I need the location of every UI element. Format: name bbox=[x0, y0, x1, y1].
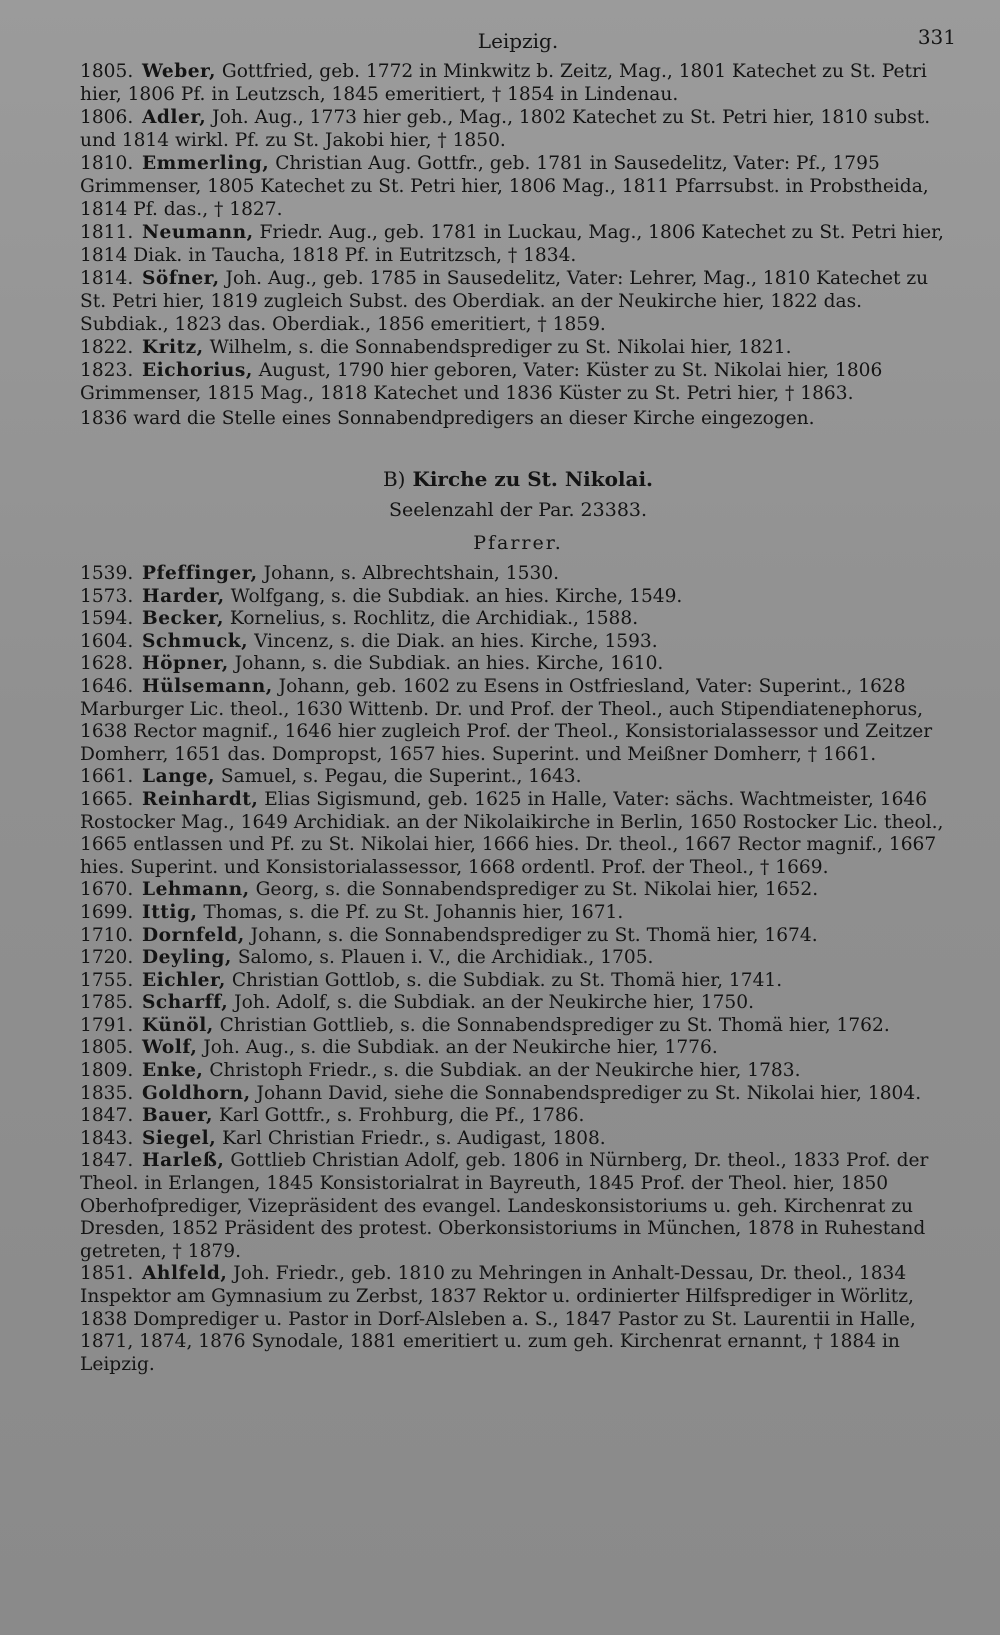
entry-name: Eichler, bbox=[142, 969, 226, 991]
entry-text: Wolfgang, s. die Subdiak. an hies. Kirche, 1549. bbox=[230, 585, 683, 607]
entry-name: Neumann, bbox=[142, 222, 254, 243]
parish-souls-count: Seelenzahl der Par. 23383. bbox=[388, 499, 648, 521]
entry-text: Thomas, s. die Pf. zu St. Johannis hier, 1671. bbox=[203, 901, 624, 923]
entry bbox=[80, 1150, 956, 1263]
entry bbox=[80, 676, 956, 766]
entry-year: 1573. bbox=[80, 585, 134, 607]
entry bbox=[80, 608, 956, 631]
entry bbox=[80, 1015, 956, 1038]
entry-year: 1628. bbox=[80, 653, 134, 675]
entry bbox=[80, 106, 956, 152]
entry-text: Wilhelm, s. die Sonnabendsprediger zu St. Nikolai hier, 1821. bbox=[209, 337, 792, 358]
entry-year: 1791. bbox=[80, 1014, 134, 1036]
closing-note: 1836 ward die Stelle eines Sonnabendpredigers an dieser Kirche eingezogen. bbox=[80, 408, 815, 429]
entry-year: 1806. bbox=[80, 107, 134, 128]
entry bbox=[80, 631, 956, 654]
entry-name: Wolf, bbox=[142, 1037, 198, 1059]
page-number: 331 bbox=[917, 25, 956, 49]
entry-year: 1785. bbox=[80, 992, 134, 1014]
entry-year: 1823. bbox=[80, 360, 134, 381]
entry-text: Salomo, s. Plauen i. V., die Archidiak., 1705. bbox=[237, 947, 654, 969]
entry-text: Johann, s. die Sonnabendsprediger zu St. Thomä hier, 1674. bbox=[250, 924, 818, 946]
entry-text: Johann, s. Albrechtshain, 1530. bbox=[263, 563, 560, 584]
entry-name: Söfner, bbox=[142, 268, 220, 289]
entry-text: Joh. Aug., s. die Subdiak. an der Neukirche hier, 1776. bbox=[203, 1037, 718, 1059]
entry bbox=[80, 1060, 956, 1083]
entry-year: 1843. bbox=[80, 1127, 134, 1149]
entry bbox=[80, 992, 956, 1015]
entry-year: 1710. bbox=[80, 924, 134, 946]
entry bbox=[80, 359, 956, 405]
entry-text: Joh. Aug., 1773 hier geb., Mag., 1802 Katechet zu St. Petri hier, 1810 subst. und 1814 wirkl. Pf. zu St. Jakobi hier, † 1850. bbox=[80, 107, 931, 151]
entry-year: 1646. bbox=[80, 675, 134, 697]
entry bbox=[80, 1263, 956, 1376]
entry-text: Karl Christian Friedr., s. Audigast, 1808. bbox=[222, 1127, 606, 1149]
entry-year: 1847. bbox=[80, 1150, 134, 1172]
entry bbox=[80, 563, 956, 586]
entry-year: 1810. bbox=[80, 153, 134, 174]
entry-text: Christoph Friedr., s. die Subdiak. an der Neukirche hier, 1783. bbox=[209, 1060, 801, 1082]
entry-name: Siegel, bbox=[142, 1127, 217, 1149]
entry-year: 1805. bbox=[80, 61, 134, 82]
entry-name: Dornfeld, bbox=[142, 924, 245, 946]
entry-text: Johann David, siehe die Sonnabendsprediger zu St. Nikolai hier, 1804. bbox=[256, 1082, 922, 1104]
entry-name: Eichorius, bbox=[142, 360, 253, 381]
entry bbox=[80, 879, 956, 902]
entry bbox=[80, 1105, 956, 1128]
entry bbox=[80, 586, 956, 609]
entry-year: 1539. bbox=[80, 563, 134, 584]
entry-name: Reinhardt, bbox=[142, 788, 259, 810]
entry-text: Elias Sigismund, geb. 1625 in Halle, Vater: sächs. Wachtmeister, 1646 Rostocker Mag., 1649 Archidiak. an der Nikolaikirche in Berlin, 1650 Rostocker Lic. theol., 1665 entlassen und Pf. zu St. Nikolai hier, 1666 hies. Dr. theol., 1667 Rector magnif., 1667 hies. Superint. und Konsistorialassessor, 1668 ordentl. Prof. der Theol., † 1669. bbox=[80, 788, 944, 878]
entry bbox=[80, 1083, 956, 1106]
running-title: Leipzig. bbox=[477, 29, 559, 53]
section-a-entries bbox=[80, 60, 956, 405]
entry bbox=[80, 267, 956, 336]
entry-name: Harder, bbox=[142, 585, 225, 607]
entry-text: Vincenz, s. die Diak. an hies. Kirche, 1593. bbox=[254, 630, 658, 652]
entry-text: Georg, s. die Sonnabendsprediger zu St. Nikolai hier, 1652. bbox=[255, 879, 819, 901]
entry-name: Harleß, bbox=[142, 1150, 225, 1172]
entry-year: 1809. bbox=[80, 1060, 134, 1082]
entry-year: 1811. bbox=[80, 222, 134, 243]
entry-text: Christian Gottlob, s. die Subdiak. zu St. Thomä hier, 1741. bbox=[231, 969, 783, 991]
section-name: Kirche zu St. Nikolai. bbox=[412, 467, 654, 491]
entry-year: 1851. bbox=[80, 1263, 134, 1285]
entry-year: 1665. bbox=[80, 788, 134, 810]
entry-name: Enke, bbox=[142, 1060, 204, 1082]
entry-year: 1814. bbox=[80, 268, 134, 289]
entry bbox=[80, 789, 956, 879]
entry bbox=[80, 1128, 956, 1151]
entry-year: 1835. bbox=[80, 1082, 134, 1104]
entry-name: Bauer, bbox=[142, 1105, 214, 1127]
entry-year: 1805. bbox=[80, 1037, 134, 1059]
section-b-heading bbox=[80, 468, 956, 555]
entry-year: 1847. bbox=[80, 1105, 134, 1127]
entry-text: Johann, s. die Subdiak. an hies. Kirche, 1610. bbox=[234, 653, 664, 675]
entry-text: Joh. Adolf, s. die Subdiak. an der Neukirche hier, 1750. bbox=[234, 992, 754, 1014]
entry-text: Gottfried, geb. 1772 in Minkwitz b. Zeitz, Mag., 1801 Katechet zu St. Petri hier, 1806 Pf. in Leutzsch, 1845 emeritiert, † 1854 in Lindenau. bbox=[80, 61, 927, 105]
entry-name: Goldhorn, bbox=[142, 1082, 251, 1104]
entry bbox=[80, 925, 956, 948]
entry-name: Lehmann, bbox=[142, 879, 250, 901]
entry-text: Johann, geb. 1602 zu Esens in Ostfriesland, Vater: Superint., 1628 Marburger Lic. theol., 1630 Wittenb. Dr. und Prof. der Theol., auch Stipendiatenephorus, 1638 Rector magnif., 1646 hier zugleich Prof. der Theol., Konsistorialassessor und Zeitzer Domherr, 1651 das. Dompropst, 1657 hies. Superint. und Meißner Domherr, † 1661. bbox=[80, 675, 933, 765]
section-letter: B) bbox=[382, 467, 406, 491]
entry-name: Lange, bbox=[142, 766, 215, 788]
entry-year: 1594. bbox=[80, 608, 134, 630]
entry-name: Scharff, bbox=[142, 992, 229, 1014]
entry-year: 1661. bbox=[80, 766, 134, 788]
entry-name: Emmerling, bbox=[142, 153, 270, 174]
entry-text: Karl Gottfr., s. Frohburg, die Pf., 1786. bbox=[218, 1105, 585, 1127]
entry-text: Christian Aug. Gottfr., geb. 1781 in Sausedelitz, Vater: Pf., 1795 Grimmenser, 1805 Katechet zu St. Petri hier, 1806 Mag., 1811 Pfarrsubst. in Probstheida, 1814 Pf. das., † 1827. bbox=[80, 153, 929, 220]
entry-name: Künöl, bbox=[142, 1014, 214, 1036]
entry-text: Samuel, s. Pegau, die Superint., 1643. bbox=[220, 766, 582, 788]
entry bbox=[80, 653, 956, 676]
entry-year: 1822. bbox=[80, 337, 134, 358]
entry-text: August, 1790 hier geboren, Vater: Küster zu St. Nikolai hier, 1806 Grimmenser, 1815 Mag., 1818 Katechet und 1836 Küster zu St. Petri hier, † 1863. bbox=[80, 360, 883, 404]
entry bbox=[80, 60, 956, 106]
entry-text: Friedr. Aug., geb. 1781 in Luckau, Mag., 1806 Katechet zu St. Petri hier, 1814 Diak. in Taucha, 1818 Pf. in Eutritzsch, † 1834. bbox=[80, 222, 944, 266]
entry-name: Höpner, bbox=[142, 653, 229, 675]
entry bbox=[80, 970, 956, 993]
entry bbox=[80, 947, 956, 970]
entry bbox=[80, 902, 956, 925]
entry-name: Hülsemann, bbox=[142, 675, 273, 697]
entry-name: Deyling, bbox=[142, 947, 232, 969]
entry-year: 1604. bbox=[80, 630, 134, 652]
entry-text: Joh. Aug., geb. 1785 in Sausedelitz, Vater: Lehrer, Mag., 1810 Katechet zu St. Petri hier, 1819 zugleich Subst. des Oberdiak. an der Neukirche hier, 1822 das. Subdiak., 1823 das. Oberdiak., 1856 emeritiert, † 1859. bbox=[80, 268, 929, 335]
entry bbox=[80, 221, 956, 267]
entry bbox=[80, 1037, 956, 1060]
entry-text: Gottlieb Christian Adolf, geb. 1806 in Nürnberg, Dr. theol., 1833 Prof. der Theol. in Erlangen, 1845 Konsistorialrat in Bayreuth, 1845 Prof. der Theol. hier, 1850 Oberhofprediger, Vizepräsident des evangel. Landeskonsistoriums u. geh. Kirchenrat zu Dresden, 1852 Präsident des protest. Oberkonsistoriums in München, 1878 in Ruhestand getreten, † 1879. bbox=[80, 1150, 929, 1262]
entry bbox=[80, 152, 956, 221]
entry-name: Kritz, bbox=[142, 337, 204, 358]
page-header bbox=[80, 18, 956, 60]
entry-year: 1720. bbox=[80, 947, 134, 969]
entry-name: Ahlfeld, bbox=[142, 1263, 228, 1285]
entry-year: 1699. bbox=[80, 901, 134, 923]
entry-name: Ittig, bbox=[142, 901, 198, 923]
section-subtitle: Pfarrer. bbox=[473, 532, 563, 554]
entry-text: Christian Gottlieb, s. die Sonnabendsprediger zu St. Thomä hier, 1762. bbox=[219, 1014, 890, 1036]
entry bbox=[80, 766, 956, 789]
entry-year: 1755. bbox=[80, 969, 134, 991]
entry-name: Adler, bbox=[142, 107, 207, 128]
section-title bbox=[80, 468, 956, 491]
entry-year: 1670. bbox=[80, 879, 134, 901]
entry-name: Pfeffinger, bbox=[142, 563, 258, 584]
entry bbox=[80, 336, 956, 359]
entry-text: Kornelius, s. Rochlitz, die Archidiak., 1588. bbox=[229, 608, 639, 630]
entry-name: Schmuck, bbox=[142, 630, 249, 652]
entry-text: Joh. Friedr., geb. 1810 zu Mehringen in Anhalt-Dessau, Dr. theol., 1834 Inspektor am Gymnasium zu Zerbst, 1837 Rektor u. ordinierter Hilfsprediger in Wörlitz, 1838 Domprediger u. Pastor in Dorf-Alsleben a. S., 1847 Pastor zu St. Laurentii in Halle, 1871, 1874, 1876 Synodale, 1881 emeritiert u. zum geh. Kirchenrat ernannt, † 1884 in Leipzig. bbox=[80, 1263, 916, 1375]
entry-name: Becker, bbox=[142, 608, 224, 630]
section-b-entries bbox=[80, 563, 956, 1376]
entry-name: Weber, bbox=[142, 61, 216, 82]
